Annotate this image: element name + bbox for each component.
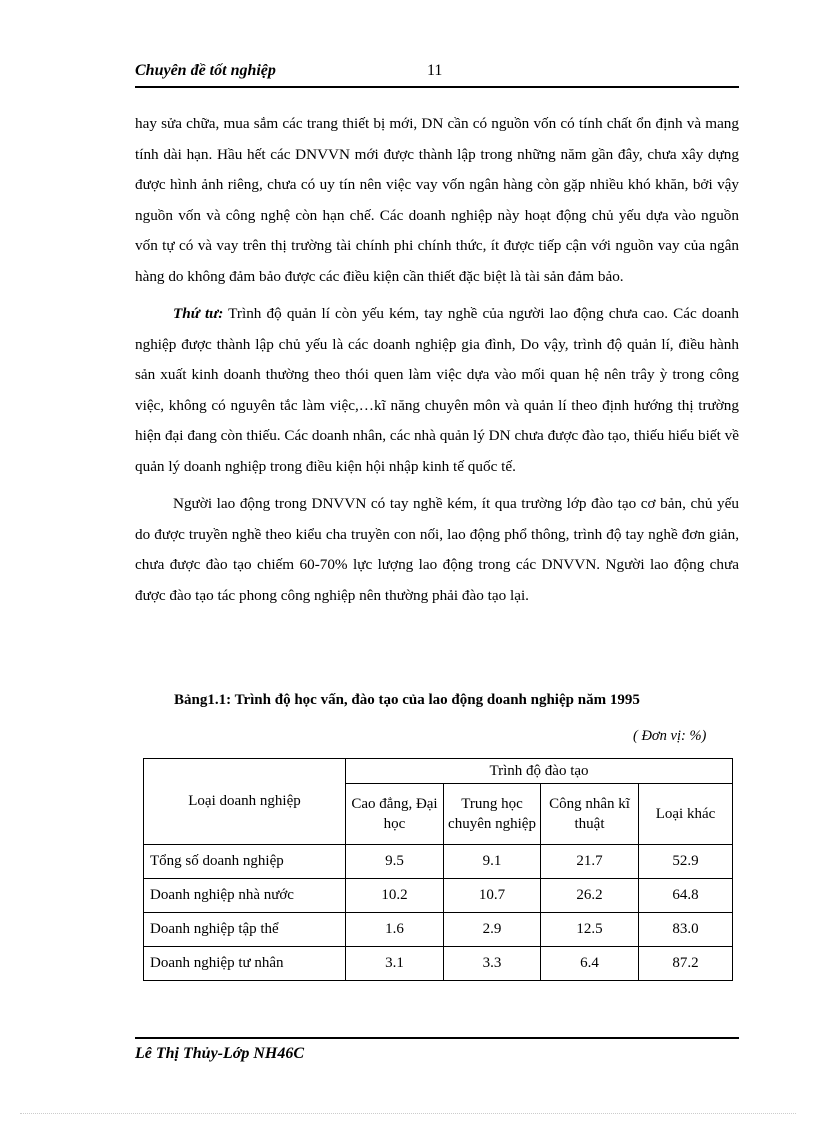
table-cell: 3.1 xyxy=(346,947,444,981)
table-cell: 10.7 xyxy=(444,879,541,913)
table-cell: 64.8 xyxy=(639,879,733,913)
table-cell: 10.2 xyxy=(346,879,444,913)
education-table xyxy=(143,758,733,981)
page-footer xyxy=(135,1037,739,1062)
column-header: Công nhân kĩ thuật xyxy=(541,784,639,845)
table-cell: 1.6 xyxy=(346,913,444,947)
table-cell: 3.3 xyxy=(444,947,541,981)
header-title: Chuyên đề tốt nghiệp xyxy=(135,62,276,79)
row-label: Tổng số doanh nghiệp xyxy=(144,845,346,879)
table-cell: 2.9 xyxy=(444,913,541,947)
table-caption: Bảng1.1: Trình độ học vấn, đào tạo của lao động doanh nghiệp năm 1995 xyxy=(174,692,640,708)
paragraph-2 xyxy=(135,299,739,482)
table-row xyxy=(144,845,733,879)
column-header: Loại khác xyxy=(639,784,733,845)
paragraph-3-text: Người lao động trong DNVVN có tay nghề kém, ít qua trường lớp đào tạo cơ bản, chủ yếu do được truyền nghề theo kiểu cha truyền con nối, lao động phổ thông, trình độ tay nghề đơn giản, chưa được đào tạo chiếm 60-70% lực lượng lao động trong các DNVVN. Người lao động chưa được đào tạo tác phong công nghiệp nên thường phải đào tạo lại. xyxy=(135,495,739,604)
paragraph-2-text: Trình độ quản lí còn yếu kém, tay nghề của người lao động chưa cao. Các doanh nghiệp được thành lập chủ yếu là các doanh nghiệp gia đình, Do vậy, trình độ quản lí, điều hành sản xuất kinh doanh thường theo thói quen làm việc dựa vào mối quan hệ nên trây ỳ trong công việc, không có nguyên tắc làm việc,…kĩ năng chuyên môn và quản lí theo định hướng thị trường hiện đại đang còn thiếu. Các doanh nhân, các nhà quản lý DN chưa được đào tạo, thiếu hiểu biết về quản lý doanh nghiệp trong điều kiện hội nhập kinh tế quốc tế. xyxy=(135,305,739,475)
page-bottom-divider xyxy=(20,1113,796,1114)
column-header: Trung học chuyên nghiệp xyxy=(444,784,541,845)
column-header: Cao đẳng, Đại học xyxy=(346,784,444,845)
table-cell: 52.9 xyxy=(639,845,733,879)
table-cell: 83.0 xyxy=(639,913,733,947)
body-text xyxy=(135,109,739,618)
page-header xyxy=(135,60,739,88)
footer-author: Lê Thị Thủy-Lớp NH46C xyxy=(135,1045,305,1062)
row-label: Doanh nghiệp nhà nước xyxy=(144,879,346,913)
table-cell: 9.1 xyxy=(444,845,541,879)
page-number: 11 xyxy=(427,62,443,79)
table-cell: 12.5 xyxy=(541,913,639,947)
paragraph-2-lead: Thứ tư: xyxy=(173,305,224,322)
row-label: Doanh nghiệp tập thể xyxy=(144,913,346,947)
paragraph-3 xyxy=(135,489,739,611)
group-header-cell: Trình độ đào tạo xyxy=(346,759,733,784)
table-row xyxy=(144,879,733,913)
paragraph-1 xyxy=(135,109,739,292)
table-cell: 87.2 xyxy=(639,947,733,981)
row-label: Doanh nghiệp tư nhân xyxy=(144,947,346,981)
table-row xyxy=(144,913,733,947)
table-row xyxy=(144,947,733,981)
paragraph-1-text: hay sửa chữa, mua sắm các trang thiết bị mới, DN cần có nguồn vốn có tính chất ổn định và mang tính dài hạn. Hầu hết các DNVVN mới được thành lập trong những năm gần đây, chưa xây dựng được hình ảnh riêng, chưa có uy tín nên việc vay vốn ngân hàng còn gặp nhiều khó khăn, bởi vậy nguồn vốn và công nghệ còn hạn chế. Các doanh nghiệp này hoạt động chủ yếu dựa vào nguồn vốn tự có và vay trên thị trường tài chính phi chính thức, ít được tiếp cận với nguồn vay của ngân hàng do không đảm bảo được các điều kiện cần thiết đặc biệt là tài sản đảm bảo. xyxy=(135,115,739,285)
table-header-row xyxy=(144,759,733,784)
table-cell: 9.5 xyxy=(346,845,444,879)
table-cell: 26.2 xyxy=(541,879,639,913)
row-header-cell: Loại doanh nghiệp xyxy=(144,759,346,845)
table-cell: 21.7 xyxy=(541,845,639,879)
table-unit: ( Đơn vị: %) xyxy=(633,728,707,744)
table-cell: 6.4 xyxy=(541,947,639,981)
